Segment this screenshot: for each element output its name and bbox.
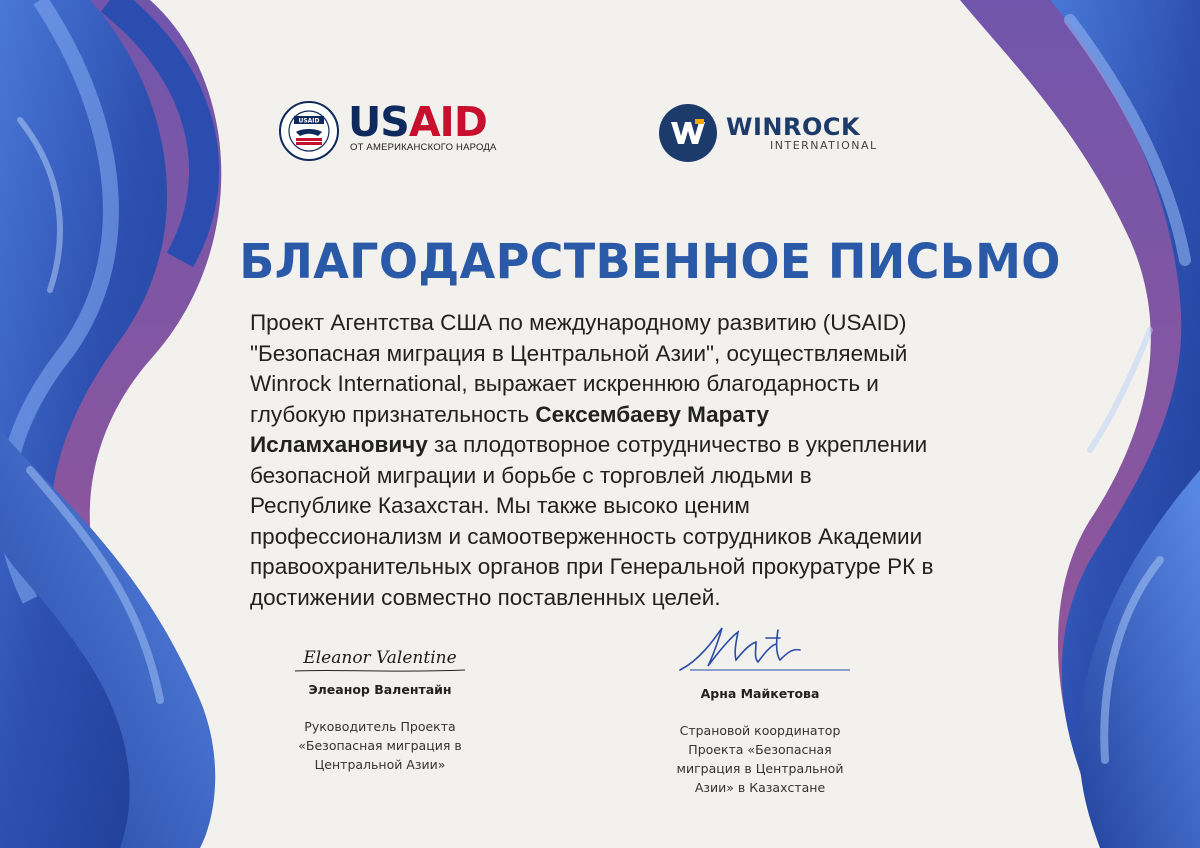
certificate-title: БЛАГОДАРСТВЕННОЕ ПИСЬМО xyxy=(239,234,1061,290)
body-line: правоохранительных органов при Генеральной прокуратуре РК в xyxy=(250,554,934,579)
certificate-body xyxy=(250,308,1050,613)
usaid-wordmark: USAID xyxy=(348,98,487,146)
signatory-right-name: Арна Майкетова xyxy=(700,686,820,701)
signature-left xyxy=(255,648,505,674)
recipient-name: Сексембаеву Марату xyxy=(535,401,770,427)
body-line: безопасной миграции и борьбе с торговлей людьми в xyxy=(250,462,812,488)
body-line: Республике Казахстан. Мы также высоко ценим xyxy=(250,493,750,518)
signatory-left-role xyxy=(255,717,505,774)
body-line: Winrock International, выражает искреннюю благодарность и xyxy=(250,371,879,396)
recipient-patronymic: Исламхановичу xyxy=(250,432,428,457)
signatory-right xyxy=(630,620,890,797)
svg-text:USAID: USAID xyxy=(298,117,320,125)
signatory-right-role xyxy=(630,721,890,797)
role-line: миграция в Центральной xyxy=(676,761,844,776)
body-line: достижении совместно поставленных целей. xyxy=(250,584,721,610)
role-line: Страновой координатор xyxy=(679,723,841,738)
body-line xyxy=(250,430,1050,461)
signatory-left xyxy=(255,648,505,774)
signatory-left-name: Элеанор Валентайн xyxy=(308,682,452,697)
role-line: «Безопасная миграция в xyxy=(298,738,462,753)
body-line xyxy=(250,400,1050,431)
body-line: Проект Агентства США по международному развитию (USAID) xyxy=(250,310,907,335)
usaid-seal-icon xyxy=(278,100,340,162)
body-line: профессионализм и самоотверженность сотрудников Академии xyxy=(250,523,923,549)
usaid-logo xyxy=(278,100,498,160)
winrock-w-icon xyxy=(658,103,718,163)
signature-right-icon xyxy=(660,620,860,678)
role-line: Руководитель Проекта xyxy=(304,719,456,734)
role-line: Проекта «Безопасная xyxy=(688,742,832,757)
winrock-logo xyxy=(658,103,888,163)
role-line: Центральной Азии» xyxy=(314,757,446,772)
winrock-subtitle: INTERNATIONAL xyxy=(770,139,878,152)
role-line: Азии» в Казахстане xyxy=(694,780,826,795)
usaid-subtitle: ОТ АМЕРИКАНСКОГО НАРОДА xyxy=(350,142,497,153)
signature-underline-icon xyxy=(295,668,465,674)
body-line: "Безопасная миграция в Центральной Азии", осуществляемый xyxy=(250,340,908,366)
winrock-name: WINROCK xyxy=(726,113,861,141)
body-text: глубокую признательность xyxy=(250,401,536,427)
body-text: за плодотворное сотрудничество в укреплении xyxy=(427,432,928,457)
signature-left-text: Eleanor Valentine xyxy=(303,648,457,668)
